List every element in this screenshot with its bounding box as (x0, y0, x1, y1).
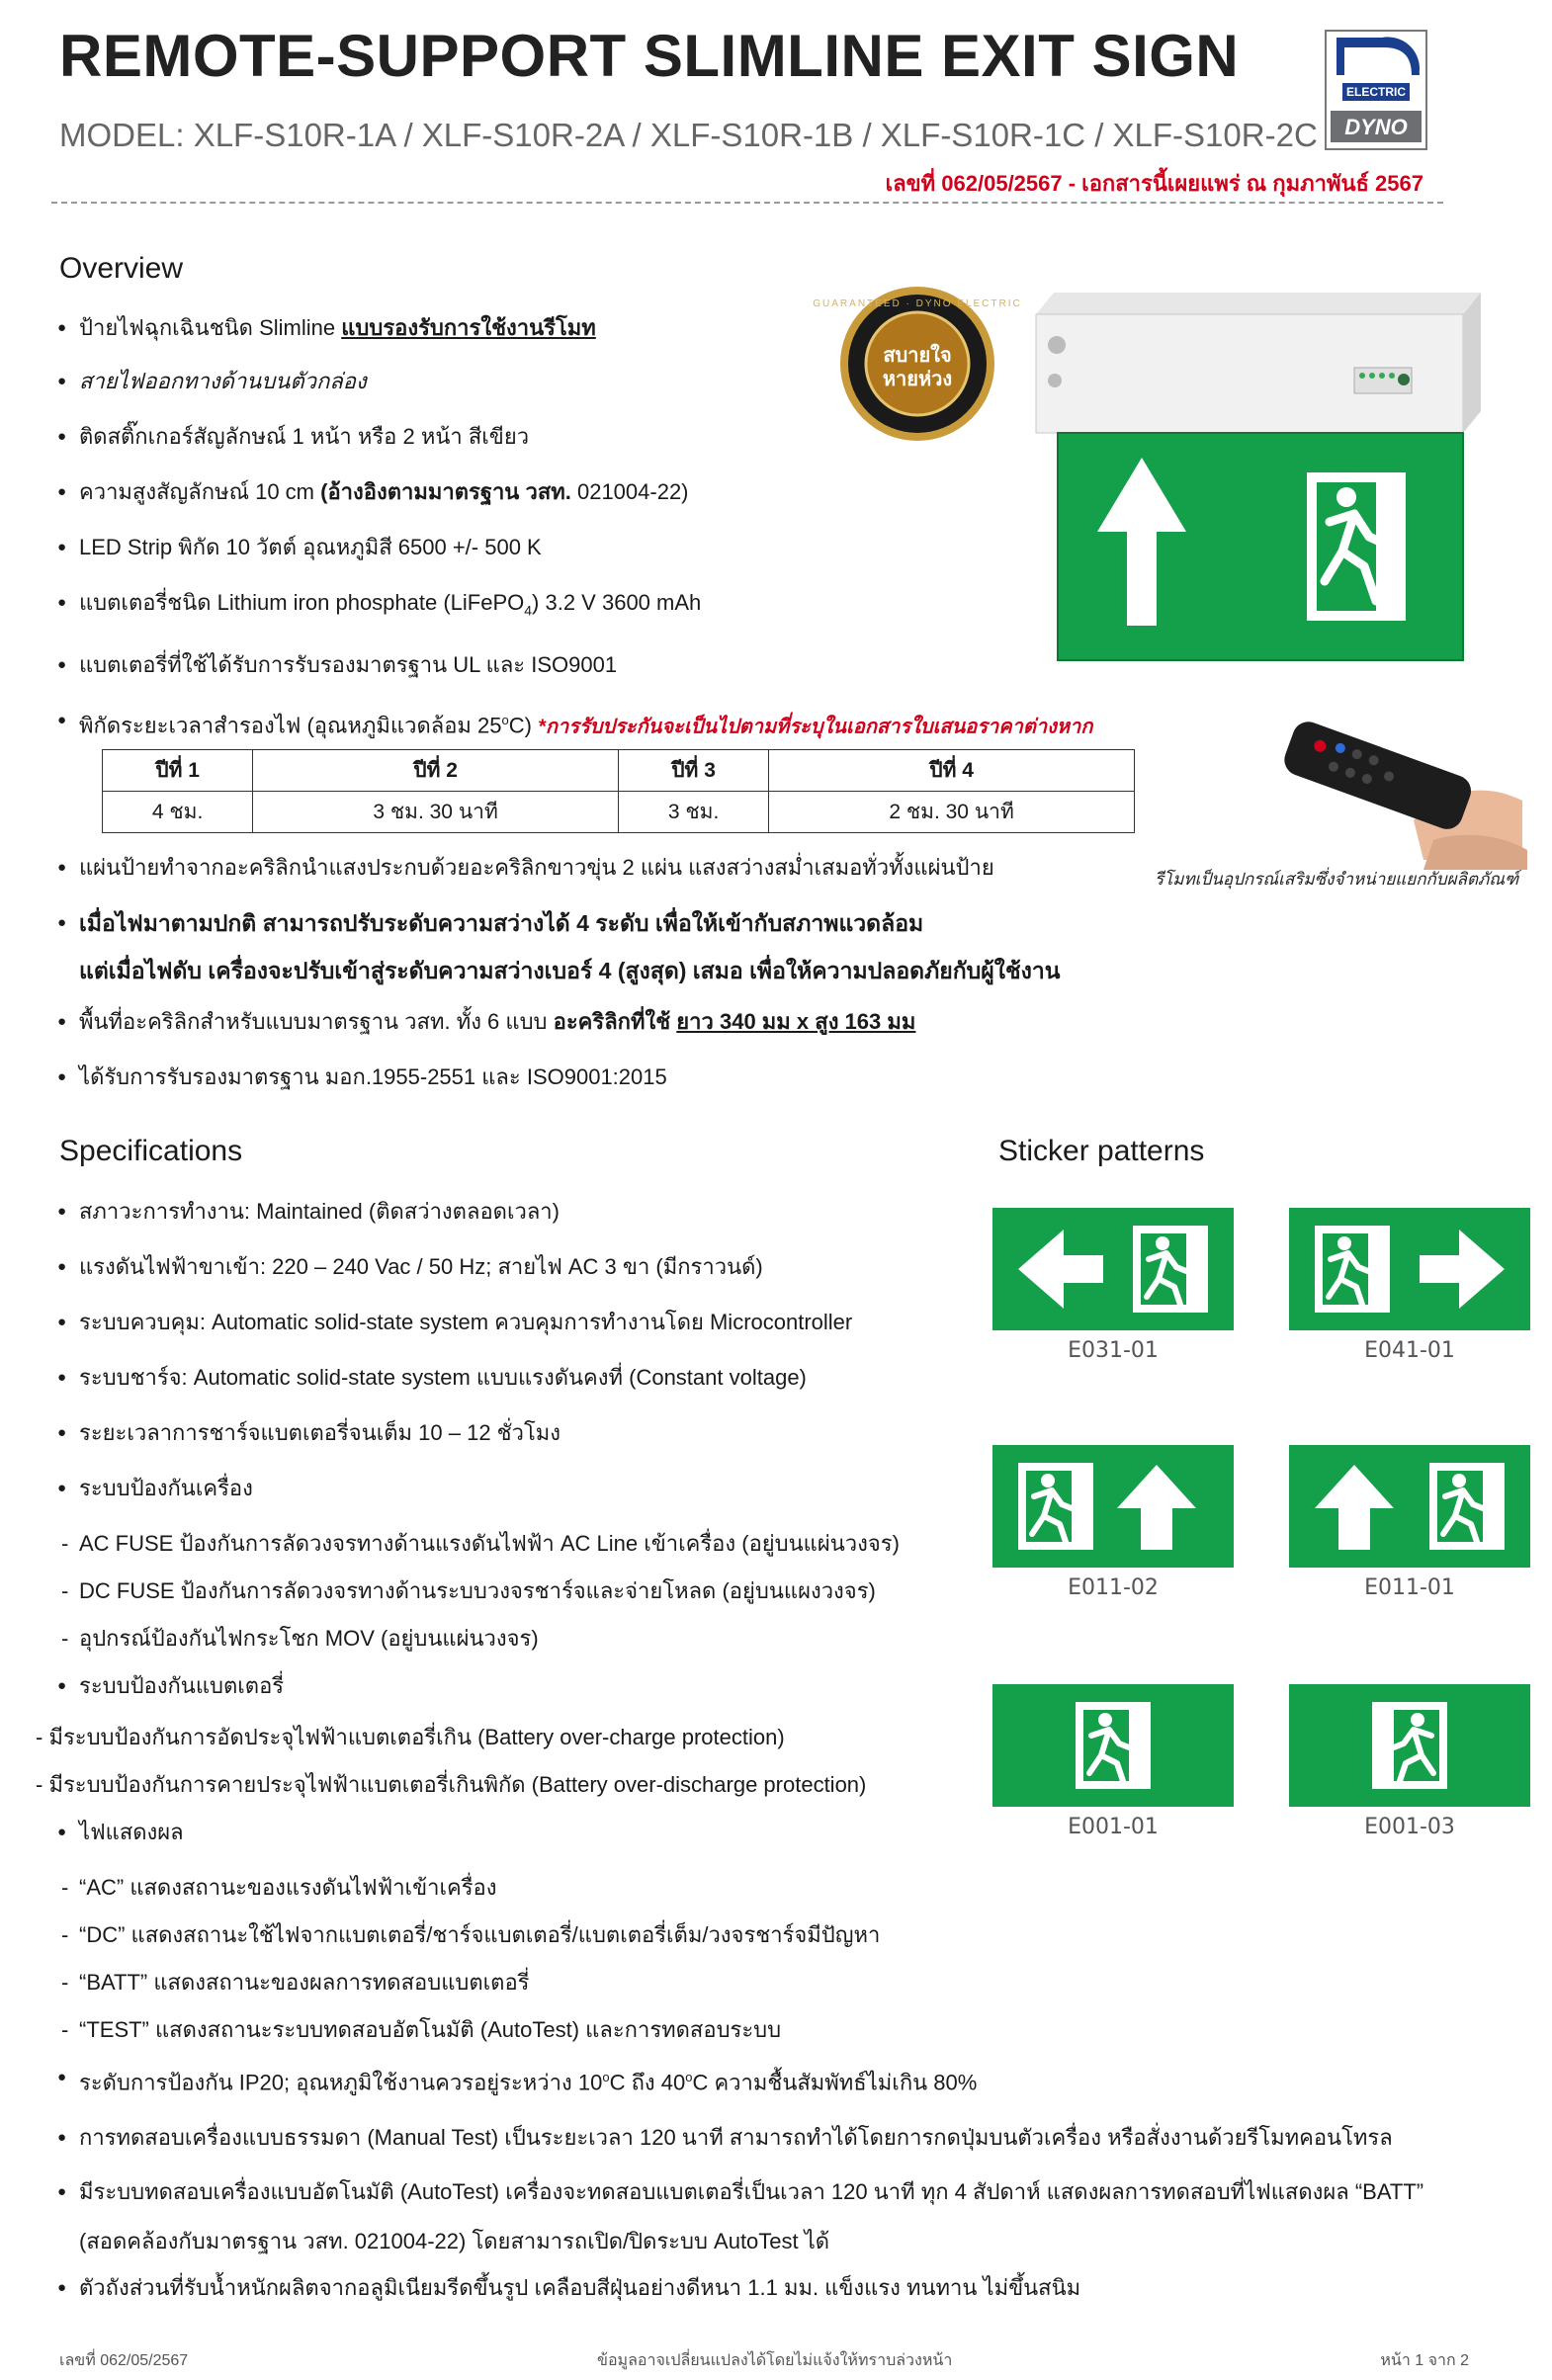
svg-text:ELECTRIC: ELECTRIC (1346, 85, 1406, 99)
sticker-label: E011-02 (1068, 1575, 1159, 1600)
remote-caption: รีโมทเป็นอุปกรณ์เสริมซึ่งจำหน่ายแยกกับผลิตภัณฑ์ (1155, 870, 1519, 889)
spec-item: ● การทดสอบเครื่องแบบธรรมดา (Manual Test) เป็นระยะเวลา 120 นาที สามารถทำได้โดยการกดปุ่มบนตัวเครื่อง หรือสั่งงานด้วยรีโมทคอนโทรล (57, 2124, 1481, 2152)
overview-item: ● เมื่อไฟมาตามปกติ สามารถปรับระดับความสว่างได้ 4 ระดับ เพื่อให้เข้ากับสภาพแวดล้อม แต่เมื่อไฟดับ เครื่องจะปรับเข้าสู่ระดับความสว่างเบอร์ 4 (สูงสุด) เสมอ เพื่อให้ความปลอดภัยกับผู้ใช้งาน (57, 899, 1155, 994)
spec-subitem: - “AC” แสดงสถานะของแรงดันไฟฟ้าเข้าเครื่อง (57, 1874, 1481, 1902)
overview-item: ● LED Strip พิกัด 10 วัตต์ อุณหภูมิสี 6500 +/- 500 K (57, 534, 1164, 561)
svg-text:DYNO: DYNO (1344, 115, 1408, 139)
specifications-heading: Specifications (59, 1135, 243, 1167)
spec-item: ● ระบบควบคุม: Automatic solid-state system ควบคุมการทำงานโดย Microcontroller (57, 1309, 1481, 1336)
overview-heading: Overview (59, 252, 184, 285)
overview-item: ● แผ่นป้ายทำจากอะคริลิกนำแสงประกบด้วยอะคริลิกขาวขุ่น 2 แผ่น แสงสว่างสม่ำเสมอทั่วทั้งแผ่นป้าย (57, 854, 1155, 882)
overview-item: ● พิกัดระยะเวลาสำรองไฟ (อุณหภูมิแวดล้อม 25$^o$C) *การรับประกันจะเป็นไปตามที่ระบุในเอกสารใบเสนอราคาต่างหาก (57, 707, 1164, 740)
overview-item: ● ป้ายไฟฉุกเฉินชนิด Slimline แบบรองรับการใช้งานรีโมท (57, 314, 1164, 342)
spec-item: ● ตัวถังส่วนที่รับน้ำหนักผลิตจากอลูมิเนียมรีดขึ้นรูป เคลือบสีฝุ่นอย่างดีหนา 1.1 มม. แข็งแรง ทนทาน ไม่ขึ้นสนิม (57, 2274, 1481, 2302)
spec-item: ● ระบบป้องกันแบตเตอรี่ (57, 1672, 1481, 1700)
guarantee-badge (813, 285, 1022, 443)
sticker-label: E041-01 (1364, 1338, 1455, 1363)
spec-item: ● ระบบชาร์จ: Automatic solid-state system แบบแรงดันคงที่ (Constant voltage) (57, 1364, 1481, 1392)
table-header-cell: ปีที่ 4 (769, 750, 1135, 792)
spec-item: ● มีระบบทดสอบเครื่องแบบอัตโนมัติ (AutoTest) เครื่องจะทดสอบแบตเตอรี่เป็นเวลา 120 นาที ทุก 4 สัปดาห์ แสดงผลการทดสอบที่ไฟแสดงผล “BATT” (สอดคล้องกับมาตรฐาน วสท. 021004-22) โดยสามารถเปิด/ปิดระบบ AutoTest ได้ (57, 2168, 1481, 2266)
sticker-e011-01 (1289, 1445, 1530, 1568)
spec-subitem: - มีระบบป้องกันการคายประจุไฟฟ้าแบตเตอรี่เกินพิกัด (Battery over-discharge protection) (36, 1772, 867, 1797)
spec-item: ● สภาวะการทำงาน: Maintained (ติดสว่างตลอดเวลา) (57, 1198, 1481, 1226)
spec-subitem: - “DC” แสดงสถานะใช้ไฟจากแบตเตอรี่/ชาร์จแบตเตอรี่/แบตเตอรี่เต็ม/วงจรชาร์จมีปัญหา (57, 1921, 1481, 1949)
svg-text:GUARANTEED · DYNO ELECTRIC: GUARANTEED · DYNO ELECTRIC (813, 298, 1022, 309)
table-header-cell: ปีที่ 1 (103, 750, 253, 792)
table-header-row (103, 750, 1135, 792)
overview-item: ● ความสูงสัญลักษณ์ 10 cm (อ้างอิงตามมาตรฐาน วสท. 021004-22) (57, 478, 1164, 506)
spec-subitem: - มีระบบป้องกันการอัดประจุไฟฟ้าแบตเตอรี่เกิน (Battery over-charge protection) (36, 1725, 785, 1749)
overview-item: ● พื้นที่อะคริลิกสำหรับแบบมาตรฐาน วสท. ทั้ง 6 แบบ อะคริลิกที่ใช้ ยาว 340 มม x สูง 163 มม (57, 1008, 1155, 1036)
table-header-cell: ปีที่ 3 (618, 750, 768, 792)
spec-subitem: - อุปกรณ์ป้องกันไฟกระโชก MOV (อยู่บนแผ่นวงจร) (57, 1625, 1481, 1653)
footer-page-number: หน้า 1 จาก 2 (1380, 2352, 1469, 2369)
svg-text:สบายใจ: สบายใจ (883, 343, 952, 367)
svg-text:หายห่วง: หายห่วง (882, 367, 953, 390)
spec-subitem: - AC FUSE ป้องกันการลัดวงจรทางด้านแรงดันไฟฟ้า AC Line เข้าเครื่อง (อยู่บนแผ่นวงจร) (57, 1530, 1481, 1558)
table-header-cell: ปีที่ 2 (253, 750, 619, 792)
table-row (103, 792, 1135, 833)
spec-item: ● แรงดันไฟฟ้าขาเข้า: 220 – 240 Vac / 50 Hz; สายไฟ AC 3 ขา (มีกราวนด์) (57, 1253, 1481, 1281)
dyno-electric-logo (1325, 30, 1427, 150)
table-cell: 3 ชม. (618, 792, 768, 833)
table-cell: 4 ชม. (103, 792, 253, 833)
spec-subitem: - “BATT” แสดงสถานะของผลการทดสอบแบตเตอรี่ (57, 1969, 1481, 1997)
sticker-e041-01 (1289, 1208, 1530, 1330)
overview-list-2 (57, 854, 1155, 1091)
overview-item: ● แบตเตอรี่ที่ใช้ได้รับการรับรองมาตรฐาน UL และ ISO9001 (57, 651, 1164, 679)
model-list: MODEL: XLF-S10R-1A / XLF-S10R-2A / XLF-S10R-1B / XLF-S10R-1C / XLF-S10R-2C (59, 117, 1318, 153)
sticker-label: E011-01 (1364, 1575, 1455, 1600)
table-cell: 3 ชม. 30 นาที (253, 792, 619, 833)
specifications-list (36, 1198, 1481, 2302)
overview-item: ● แบตเตอรี่ชนิด Lithium iron phosphate (LiFePO$_4$) 3.2 V 3600 mAh (57, 589, 1164, 624)
spec-item: ● ระยะเวลาการชาร์จแบตเตอรี่จนเต็ม 10 – 12 ชั่วโมง (57, 1419, 1481, 1447)
spec-item: ● ระดับการป้องกัน IP20; อุณหภูมิใช้งานควรอยู่ระหว่าง 10$^o$C ถึง 40$^o$C ความชื้นสัมพัทธ์ไม่เกิน 80% (57, 2064, 1481, 2096)
overview-item: ● ได้รับการรับรองมาตรฐาน มอก.1955-2551 และ ISO9001:2015 (57, 1063, 1155, 1091)
sticker-e011-02 (992, 1445, 1234, 1568)
page-title: REMOTE-SUPPORT SLIMLINE EXIT SIGN (59, 23, 1240, 89)
remote-control-image (1275, 712, 1532, 870)
footer-disclaimer: ข้อมูลอาจเปลี่ยนแปลงได้โดยไม่แจ้งให้ทราบล่วงหน้า (597, 2352, 953, 2369)
table-cell: 2 ชม. 30 นาที (769, 792, 1135, 833)
sticker-label: E001-01 (1068, 1815, 1159, 1839)
sticker-label: E001-03 (1364, 1815, 1455, 1839)
overview-item: ● ติดสติ๊กเกอร์สัญลักษณ์ 1 หน้า หรือ 2 หน้า สีเขียว (57, 423, 1164, 451)
product-exit-sign-image (1028, 285, 1503, 680)
header-divider (51, 202, 1443, 204)
overview-item: ● สายไฟออกทางด้านบนตัวกล่อง (57, 368, 1164, 395)
sticker-e031-01 (992, 1208, 1234, 1330)
sticker-e001-01 (992, 1684, 1234, 1807)
sticker-label: E031-01 (1068, 1338, 1159, 1363)
overview-list (57, 314, 1164, 741)
sticker-patterns-heading: Sticker patterns (998, 1135, 1205, 1167)
spec-item: ● ระบบป้องกันเครื่อง (57, 1475, 1481, 1502)
document-number: เลขที่ 062/05/2567 - เอกสารนี้เผยแพร่ ณ กุมภาพันธ์ 2567 (885, 171, 1423, 196)
spec-subitem: - DC FUSE ป้องกันการลัดวงจรทางด้านระบบวงจรชาร์จและจ่ายโหลด (อยู่บนแผงวงจร) (57, 1577, 1481, 1605)
footer-doc-number: เลขที่ 062/05/2567 (59, 2352, 189, 2369)
spec-subitem: - “TEST” แสดงสถานะระบบทดสอบอัตโนมัติ (AutoTest) และการทดสอบระบบ (57, 2016, 1481, 2044)
backup-duration-table (102, 749, 1135, 833)
spec-item: ● ไฟแสดงผล (57, 1819, 1481, 1846)
sticker-e001-03 (1289, 1684, 1530, 1807)
